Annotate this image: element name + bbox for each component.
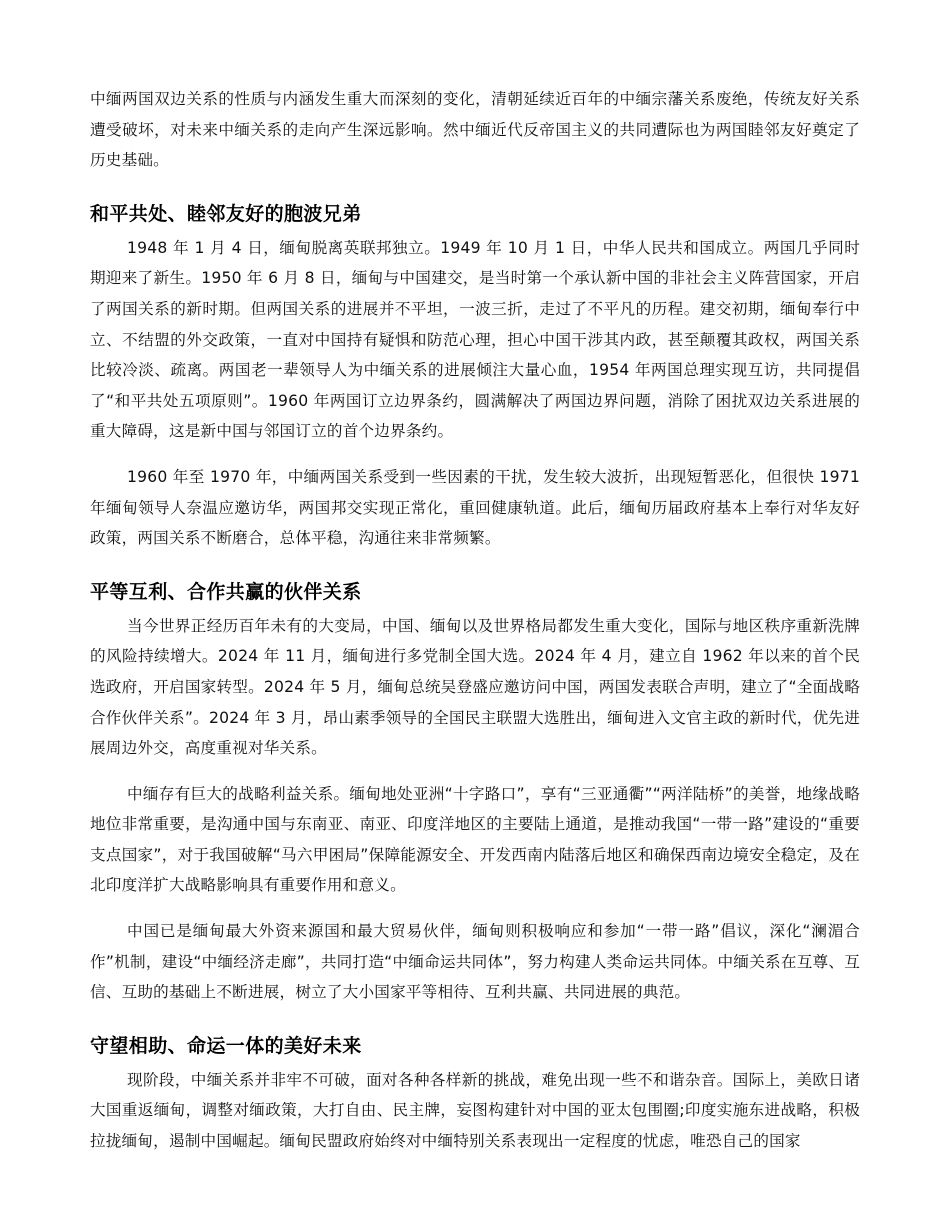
paragraph-1960-1970: 1960 年至 1970 年，中缅两国关系受到一些因素的干扰，发生较大波折，出现短暂恶化，但很快 1971 年缅甸领导人奈温应邀访华，两国邦交实现正常化，重回健康轨道。此后，缅甸历届政府基本上奉行对华友好政策，两国关系不断磨合，总体平稳，沟通往来非常频繁。 — [90, 467, 860, 548]
section-heading-shared-future: 守望相助、命运一体的美好未来 — [90, 1034, 362, 1057]
intro-paragraph: 中缅两国双边关系的性质与内涵发生重大而深刻的变化，清朝延续近百年的中缅宗藩关系废绝，传统友好关系遭受破坏，对未来中缅关系的走向产生深远影响。然中缅近代反帝国主义的共同遭际也为两国睦邻友好奠定了历史基础。 — [90, 90, 860, 170]
paragraph-independence-1948: 1948 年 1 月 4 日，缅甸脱离英联邦独立。1949 年 10 月 1 日，中华人民共和国成立。两国几乎同时期迎来了新生。1950 年 6 月 8 日，缅甸与中国建交，是当时第一个承认新中国的非社会主义阵营国家，开启了两国关系的新时期。但两国关系的进展并不平坦，一波三折，走过了不平凡的历程。建交初期，缅甸奉行中立、不结盟的外交政策，一直对中国持有疑惧和防范心理，担心中国干涉其内政，甚至颠覆其政权，两国关系比较冷淡、疏离。两国老一辈领导人为中缅关系的进展倾注大量心血，1954 年两国总理实现互访，共同提倡了“和平共处五项原则”。1960 年两国订立边界条约，圆满解决了两国边界问题，消除了困扰双边关系进展的重大障碍，这是新中国与邻国订立的首个边界条约。 — [90, 238, 860, 441]
paragraph-belt-and-road: 中国已是缅甸最大外资来源国和最大贸易伙伴，缅甸则积极响应和参加“一带一路”倡议，深化“澜湄合作”机制，建设“中缅经济走廊”，共同打造“中缅命运共同体”，努力构建人类命运共同体。中缅关系在互尊、互信、互助的基础上不断进展，树立了大小国家平等相待、互利共赢、共同进展的典范。 — [90, 922, 860, 1002]
section-heading-equal-partnership: 平等互利、合作共赢的伙伴关系 — [90, 580, 362, 603]
paragraph-current-challenges: 现阶段，中缅关系并非牢不可破，面对各种各样新的挑战，难免出现一些不和谐杂音。国际上，美欧日诸大国重返缅甸，调整对缅政策，大打自由、民主牌，妄图构建针对中国的亚太包围圈;印度实施东进战略，积极拉拢缅甸，遏制中国崛起。缅甸民盟政府始终对中缅特别关系表现出一定程度的忧虑，唯恐自己的国家 — [90, 1070, 860, 1151]
paragraph-great-changes: 当今世界正经历百年未有的大变局，中国、缅甸以及世界格局都发生重大变化，国际与地区秩序重新洗牌的风险持续增大。2024 年 11 月，缅甸进行多党制全国大选。2024 年 4 月，建立自 1962 年以来的首个民选政府，开启国家转型。2024 年 5 月，缅甸总统吴登盛应邀访问中国，两国发表联合声明，建立了“全面战略合作伙伴关系”。2024 年 3 月，昂山素季领导的全国民主联盟大选胜出，缅甸进入文官主政的新时代，优先进展周边外交，高度重视对华关系。 — [90, 616, 860, 758]
section-heading-peaceful-coexistence: 和平共处、睦邻友好的胞波兄弟 — [90, 202, 362, 225]
paragraph-strategic-interests: 中缅存有巨大的战略利益关系。缅甸地处亚洲“十字路口”，享有“三亚通衢”“两洋陆桥”的美誉，地缘战略地位非常重要，是沟通中国与东南亚、南亚、印度洋地区的主要陆上通道，是推动我国“一带一路”建设的“重要支点国家”，对于我国破解“马六甲困局”保障能源安全、开发西南内陆落后地区和确保西南边境安全稳定，及在北印度洋扩大战略影响具有重要作用和意义。 — [90, 784, 860, 895]
